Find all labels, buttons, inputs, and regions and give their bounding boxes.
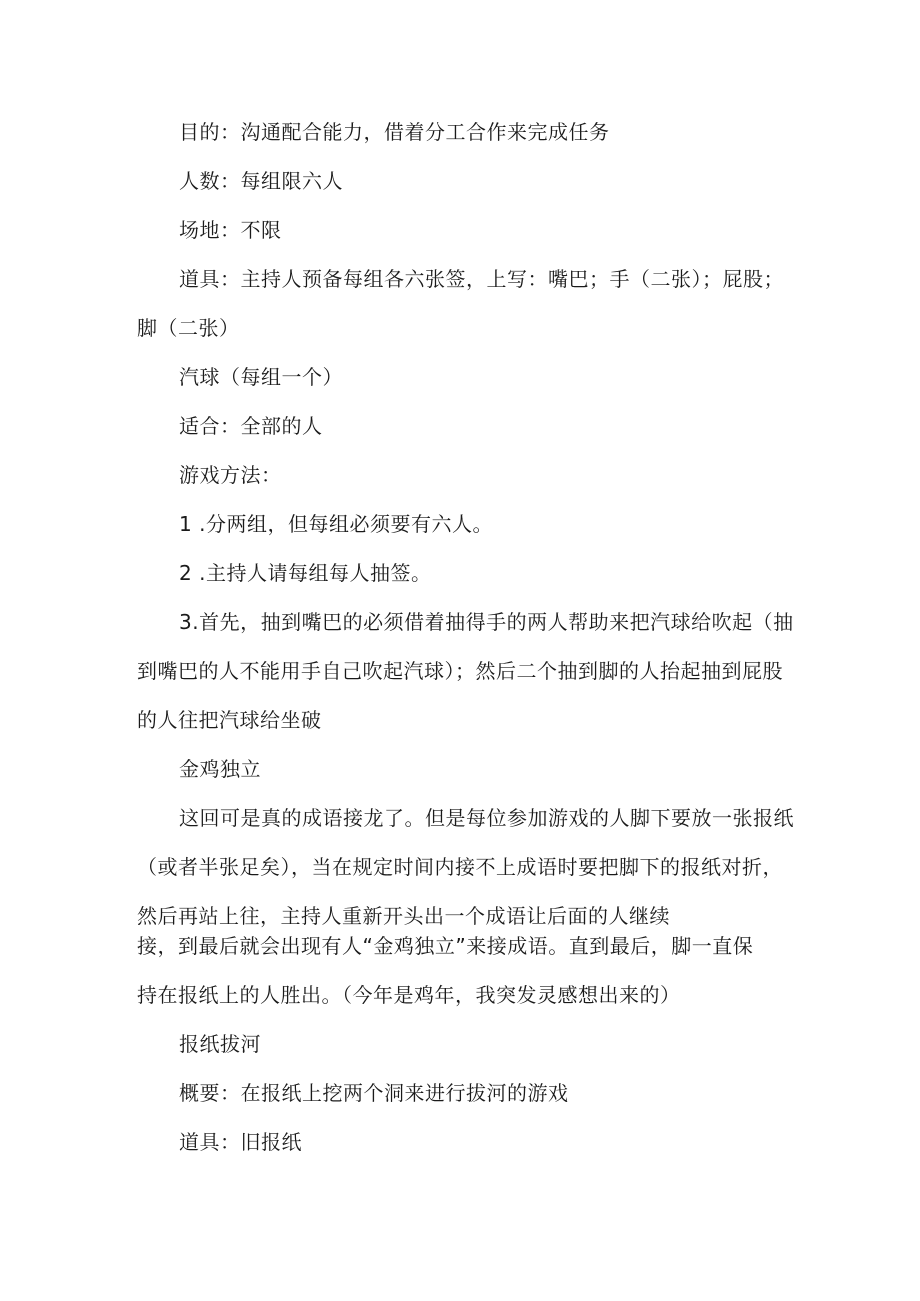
rooster-paragraph-line-5: 持在报纸上的人胜出。（今年是鸡年，我突发灵感想出来的） [137,983,681,1007]
rooster-paragraph-line-1: 这回可是真的成语接龙了。但是每位参加游戏的人脚下要放一张报纸 [179,806,794,830]
participants-line: 人数：每组限六人 [179,169,343,193]
newspaper-props-line: 道具：旧报纸 [179,1130,302,1154]
balloon-line: 汽球（每组一个） [179,365,343,389]
props-line-continued: 脚（二张） [137,316,240,340]
venue-line: 场地：不限 [179,218,282,242]
props-line: 道具：主持人预备每组各六张签，上写：嘴巴；手（二张）；屁股； [179,267,784,291]
game-title-newspaper-tug: 报纸拔河 [179,1032,261,1056]
step-3-line-1: 3.首先，抽到嘴巴的必须借着抽得手的两人帮助来把汽球给吹起（抽 [179,610,794,634]
step-3-line-2: 到嘴巴的人不能用手自己吹起汽球）；然后二个抽到脚的人抬起抽到屁股 [137,659,783,683]
rooster-paragraph-line-3: 然后再站上往，主持人重新开头出一个成语让后面的人继续 [137,904,670,928]
purpose-line: 目的：沟通配合能力，借着分工合作来完成任务 [179,120,610,144]
suitable-line: 适合：全部的人 [179,414,323,438]
step-2: 2 .主持人请每组每人抽签。 [179,561,432,585]
game-title-golden-rooster: 金鸡独立 [179,757,261,781]
step-1: 1 .分两组，但每组必须要有六人。 [179,512,493,536]
step-3-line-3: 的人往把汽球给坐破 [137,708,322,732]
method-heading: 游戏方法： [179,463,282,487]
rooster-paragraph-line-2: （或者半张足矣），当在规定时间内接不上成语时要把脚下的报纸对折， [137,855,783,879]
rooster-paragraph-line-4: 接，到最后就会出现有人“金鸡独立”来接成语。直到最后，脚一直保 [137,934,754,958]
overview-line: 概要：在报纸上挖两个洞来进行拔河的游戏 [179,1081,569,1105]
